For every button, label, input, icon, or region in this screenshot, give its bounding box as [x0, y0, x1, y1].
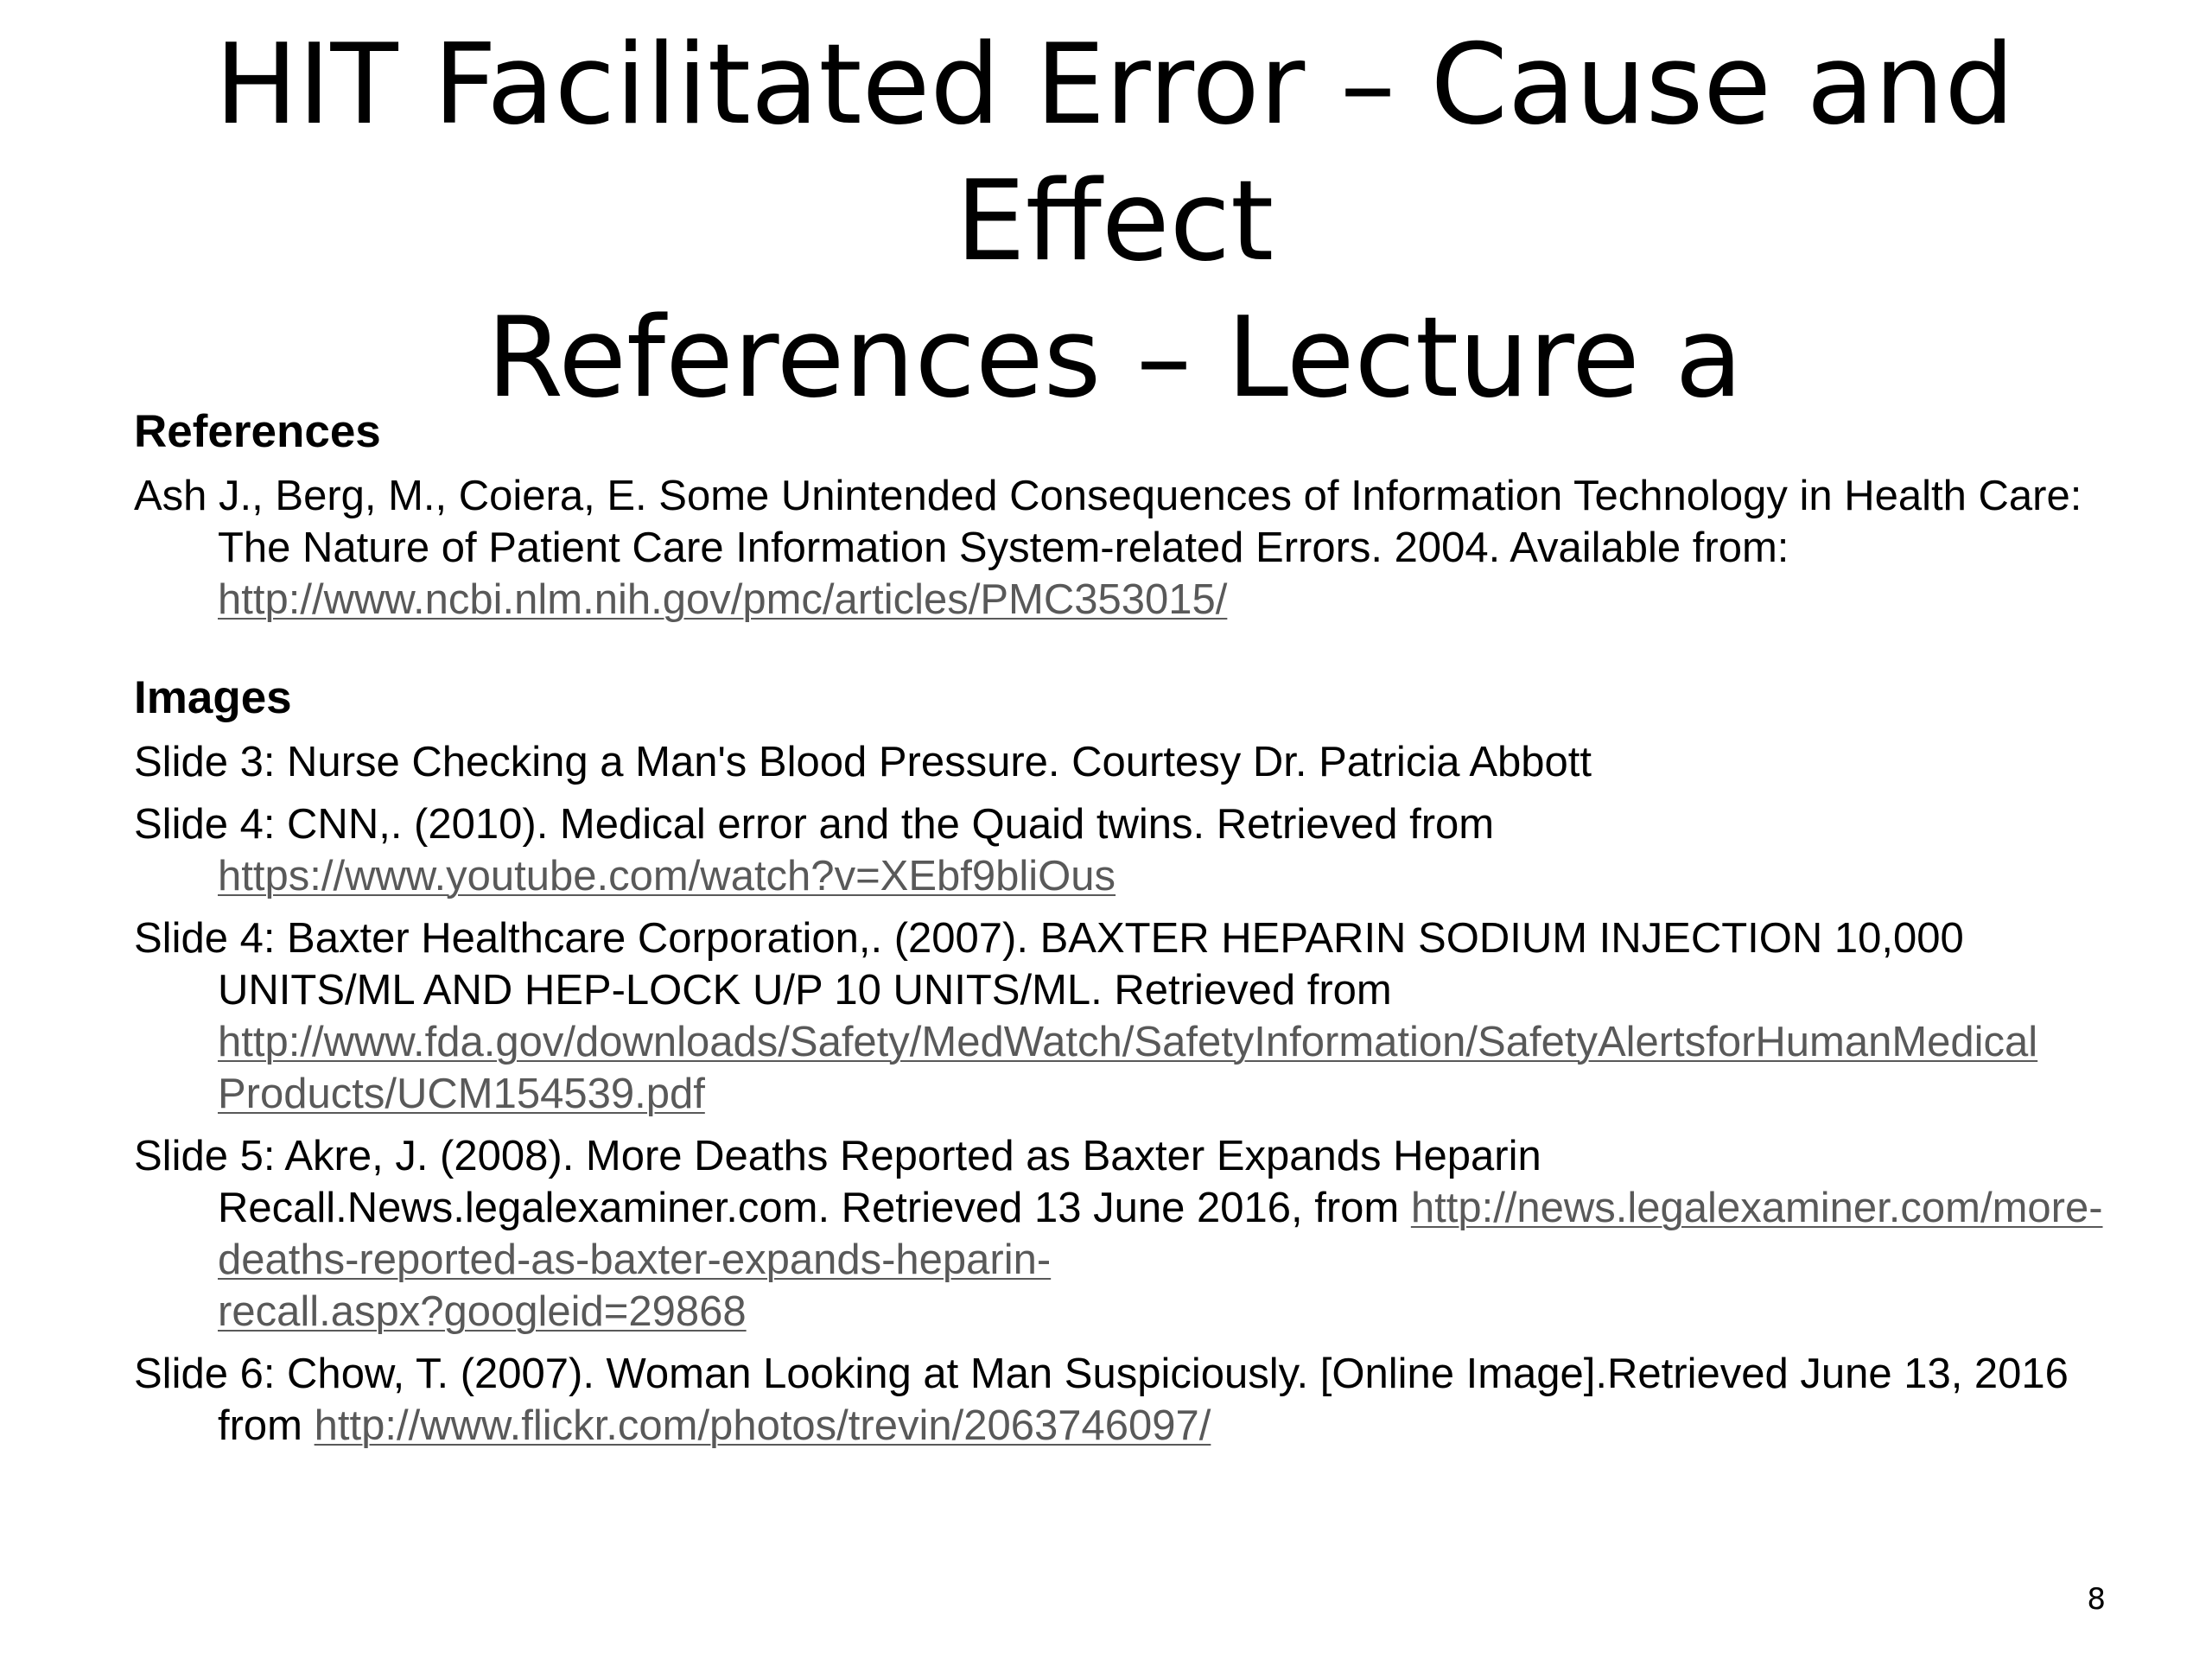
image-credit-text: Slide 6: Chow, T. (2007). Woman Looking at Man Suspiciously. [Online Image].Retrieved June 13, 2016 from: [134, 1351, 2069, 1449]
images-heading: Images: [134, 672, 292, 723]
reference-link[interactable]: http://www.ncbi.nlm.nih.gov/pmc/articles/PMC353015/: [218, 576, 1228, 623]
image-credit-link[interactable]: [218, 1019, 2037, 1117]
image-credit-link-part-1: http://news.legalexaminer.com/more-deaths-reported-as-baxter-expands-heparin-: [218, 1185, 2103, 1283]
reference-item: [134, 470, 2113, 626]
image-credit-slide-5: [134, 1130, 2113, 1338]
image-credit-link-part-2: recall.aspx?googleid=29868: [218, 1288, 747, 1335]
image-credit-slide-3: [134, 736, 2113, 788]
slide-title-line-3: References – Lecture a: [486, 294, 1743, 423]
image-credit-link-part-1: http://www.fda.gov/downloads/Safety/MedWatch/SafetyInformation/SafetyAlertsforHumanMedical: [218, 1019, 2038, 1065]
slide-title-line-1: HIT Facilitated Error – Cause and: [214, 21, 2015, 149]
slide-title: [104, 17, 2126, 427]
page-number: 8: [2087, 1582, 2106, 1617]
slide-title-line-2: Effect: [955, 157, 1274, 286]
image-credit-slide-4-cnn: [134, 798, 2113, 902]
image-credit-text: Slide 4: CNN,. (2010). Medical error and the Quaid twins. Retrieved from: [134, 801, 1495, 848]
image-credit-slide-6: [134, 1348, 2113, 1452]
image-credit-text: Slide 4: Baxter Healthcare Corporation,. (2007). BAXTER HEPARIN SODIUM INJECTION 10,000 UNITS/ML AND HEP-LOCK U/P 10 UNITS/ML. Retrieved from: [134, 915, 1964, 1014]
image-credit-slide-4-baxter: [134, 912, 2113, 1120]
image-credit-link[interactable]: https://www.youtube.com/watch?v=XEbf9bliOus: [218, 853, 1116, 899]
slide-content: [134, 404, 2113, 1462]
reference-text: Ash J., Berg, M., Coiera, E. Some Unintended Consequences of Information Technology in Health Care: The Nature of Patient Care Information System-related Errors. 2004. Available from:: [134, 473, 2082, 571]
image-credit-link[interactable]: http://www.flickr.com/photos/trevin/2063746097/: [314, 1402, 1211, 1449]
image-credit-text: Slide 5: Akre, J. (2008). More Deaths Reported as Baxter Expands Heparin Recall.News.legalexaminer.com. Retrieved 13 June 2016, from: [134, 1133, 1541, 1231]
references-heading: References: [134, 406, 381, 457]
image-credit-link-part-2: Products/UCM154539.pdf: [218, 1071, 705, 1117]
image-credit-text: Slide 3: Nurse Checking a Man's Blood Pressure. Courtesy Dr. Patricia Abbott: [134, 739, 1592, 785]
